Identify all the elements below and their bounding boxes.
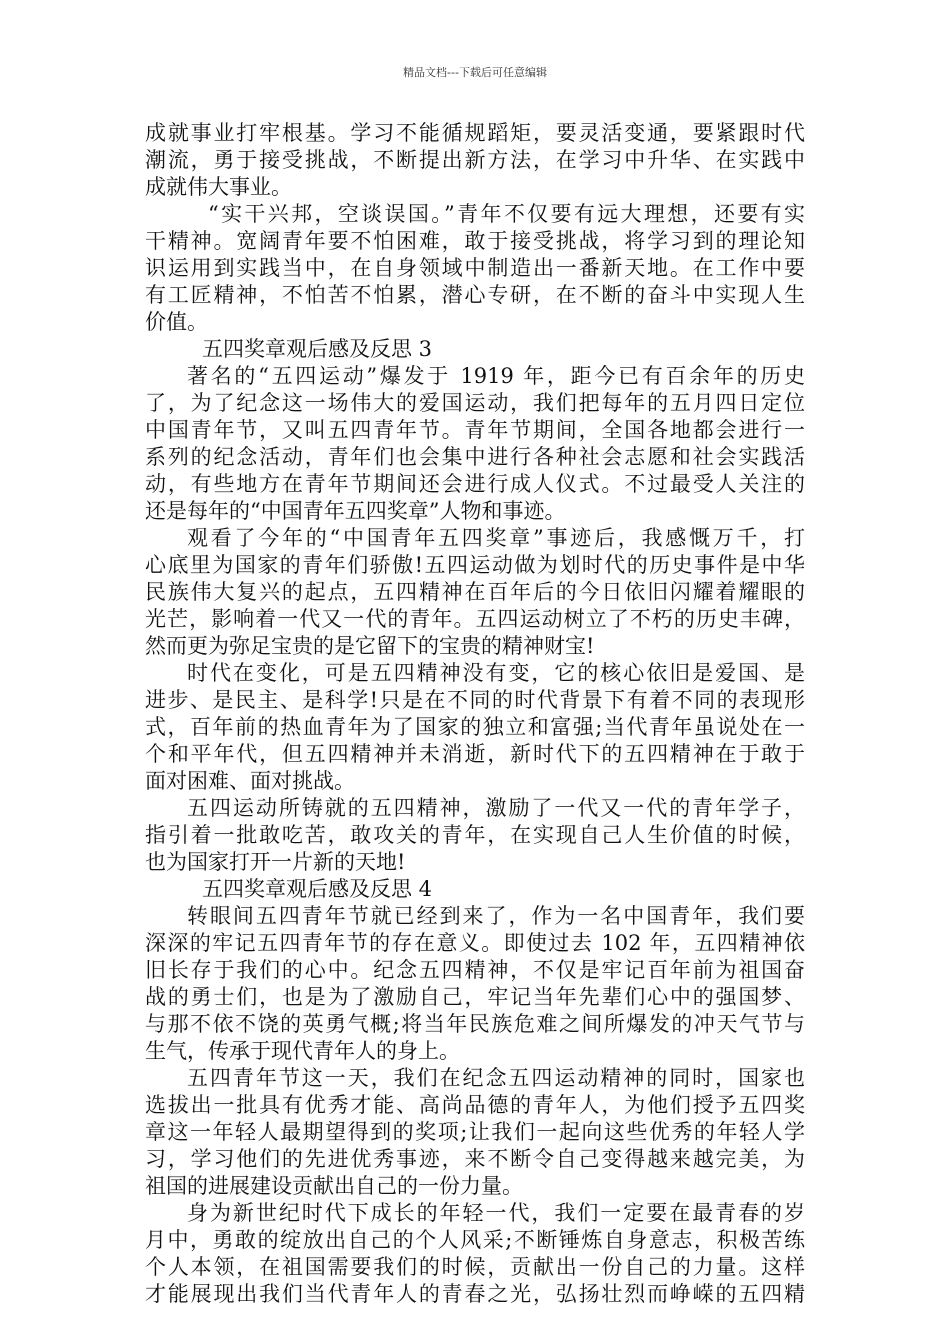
section-heading: 五四奖章观后感及反思 3 xyxy=(202,337,433,361)
paragraph-line: 深深的牢记五四青年节的存在意义。即使过去 102 年，五四精神依 xyxy=(145,931,805,955)
paragraph-line: 了，为了纪念这一场伟大的爱国运动，我们把每年的五月四日定位 xyxy=(145,391,805,415)
paragraph-line: 光芒，影响着一代又一代的青年。五四运动树立了不朽的历史丰碑， xyxy=(145,607,805,631)
paragraph-line: 习，学习他们的先进优秀事迹，来不断令自己变得越来越完美，为 xyxy=(145,1147,805,1171)
paragraph-line: 识运用到实践当中，在自身领域中制造出一番新天地。在工作中要 xyxy=(145,256,805,280)
paragraph-line: 式，百年前的热血青年为了国家的独立和富强;当代青年虽说处在一 xyxy=(145,715,805,739)
paragraph-line: 有工匠精神，不怕苦不怕累，潜心专研，在不断的奋斗中实现人生 xyxy=(145,283,805,307)
paragraph-line: 生气，传承于现代青年人的身上。 xyxy=(145,1039,460,1063)
document-body xyxy=(145,120,805,1308)
paragraph-line: 个人本领，在祖国需要我们的时候，贡献出一份自己的力量。这样 xyxy=(145,1255,805,1279)
paragraph-line: 成就伟大事业。 xyxy=(145,175,292,199)
paragraph-line: 旧长存于我们的心中。纪念五四精神，不仅是牢记百年前为祖国奋 xyxy=(145,958,805,982)
paragraph-line: 选拔出一批具有优秀才能、高尚品德的青年人，为他们授予五四奖 xyxy=(145,1093,805,1117)
paragraph-line: 也为国家打开一片新的天地! xyxy=(145,850,406,874)
paragraph-line: 个和平年代，但五四精神并未消逝，新时代下的五四精神在于敢于 xyxy=(145,742,805,766)
paragraph-line: 观看了今年的“中国青年五四奖章”事迹后，我感慨万千，打 xyxy=(187,526,805,550)
paragraph-line: 面对困难、面对挑战。 xyxy=(145,769,355,793)
page-header: 精品文档---下载后可任意编辑 xyxy=(403,66,547,79)
paragraph-line: 五四青年节这一天，我们在纪念五四运动精神的同时，国家也 xyxy=(187,1066,805,1090)
paragraph-line: 成就事业打牢根基。学习不能循规蹈矩，要灵活变通，要紧跟时代 xyxy=(145,121,805,145)
paragraph-line: 著名的“五四运动”爆发于 1919 年，距今已有百余年的历史 xyxy=(187,364,805,388)
paragraph-line: 民族伟大复兴的起点，五四精神在百年后的今日依旧闪耀着耀眼的 xyxy=(145,580,805,604)
paragraph-line: 章这一年轻人最期望得到的奖项;让我们一起向这些优秀的年轻人学 xyxy=(145,1120,805,1144)
paragraph-line: 祖国的进展建设贡献出自己的一份力量。 xyxy=(145,1174,523,1198)
paragraph-line: 指引着一批敢吃苦，敢攻关的青年，在实现自己人生价值的时候， xyxy=(145,823,805,847)
paragraph-line: 潮流，勇于接受挑战，不断提出新方法，在学习中升华、在实践中 xyxy=(145,148,805,172)
paragraph-line: 进步、是民主、是科学!只是在不同的时代背景下有着不同的表现形 xyxy=(145,688,805,712)
paragraph-line: 身为新世纪时代下成长的年轻一代，我们一定要在最青春的岁 xyxy=(187,1201,805,1225)
paragraph-line: 才能展现出我们当代青年人的青春之光，弘扬壮烈而峥嵘的五四精 xyxy=(145,1282,805,1306)
paragraph-line: 转眼间五四青年节就已经到来了，作为一名中国青年，我们要 xyxy=(187,904,805,928)
paragraph-line: 还是每年的“中国青年五四奖章”人物和事迹。 xyxy=(145,499,566,523)
section-heading: 五四奖章观后感及反思 4 xyxy=(202,877,433,901)
paragraph-line: 五四运动所铸就的五四精神，激励了一代又一代的青年学子， xyxy=(187,796,805,820)
paragraph-line: 时代在变化，可是五四精神没有变，它的核心依旧是爱国、是 xyxy=(187,661,805,685)
paragraph-line: “实干兴邦，空谈误国。”青年不仅要有远大理想，还要有实 xyxy=(208,202,805,226)
paragraph-line: 与那不依不饶的英勇气概;将当年民族危难之间所爆发的冲天气节与 xyxy=(145,1012,805,1036)
paragraph-line: 然而更为弥足宝贵的是它留下的宝贵的精神财宝! xyxy=(145,634,595,658)
paragraph-line: 动，有些地方在青年节期间还会进行成人仪式。不过最受人关注的 xyxy=(145,472,805,496)
paragraph-line: 中国青年节，又叫五四青年节。青年节期间，全国各地都会进行一 xyxy=(145,418,805,442)
paragraph-line: 心底里为国家的青年们骄傲!五四运动做为划时代的历史事件是中华 xyxy=(145,553,805,577)
paragraph-line: 系列的纪念活动，青年们也会集中进行各种社会志愿和社会实践活 xyxy=(145,445,805,469)
paragraph-line: 干精神。宽阔青年要不怕困难，敢于接受挑战，将学习到的理论知 xyxy=(145,229,805,253)
paragraph-line: 价值。 xyxy=(145,310,208,334)
paragraph-line: 战的勇士们，也是为了激励自己，牢记当年先辈们心中的强国梦、 xyxy=(145,985,805,1009)
paragraph-line: 月中，勇敢的绽放出自己的个人风采;不断锤炼自身意志，积极苦练 xyxy=(145,1228,805,1252)
